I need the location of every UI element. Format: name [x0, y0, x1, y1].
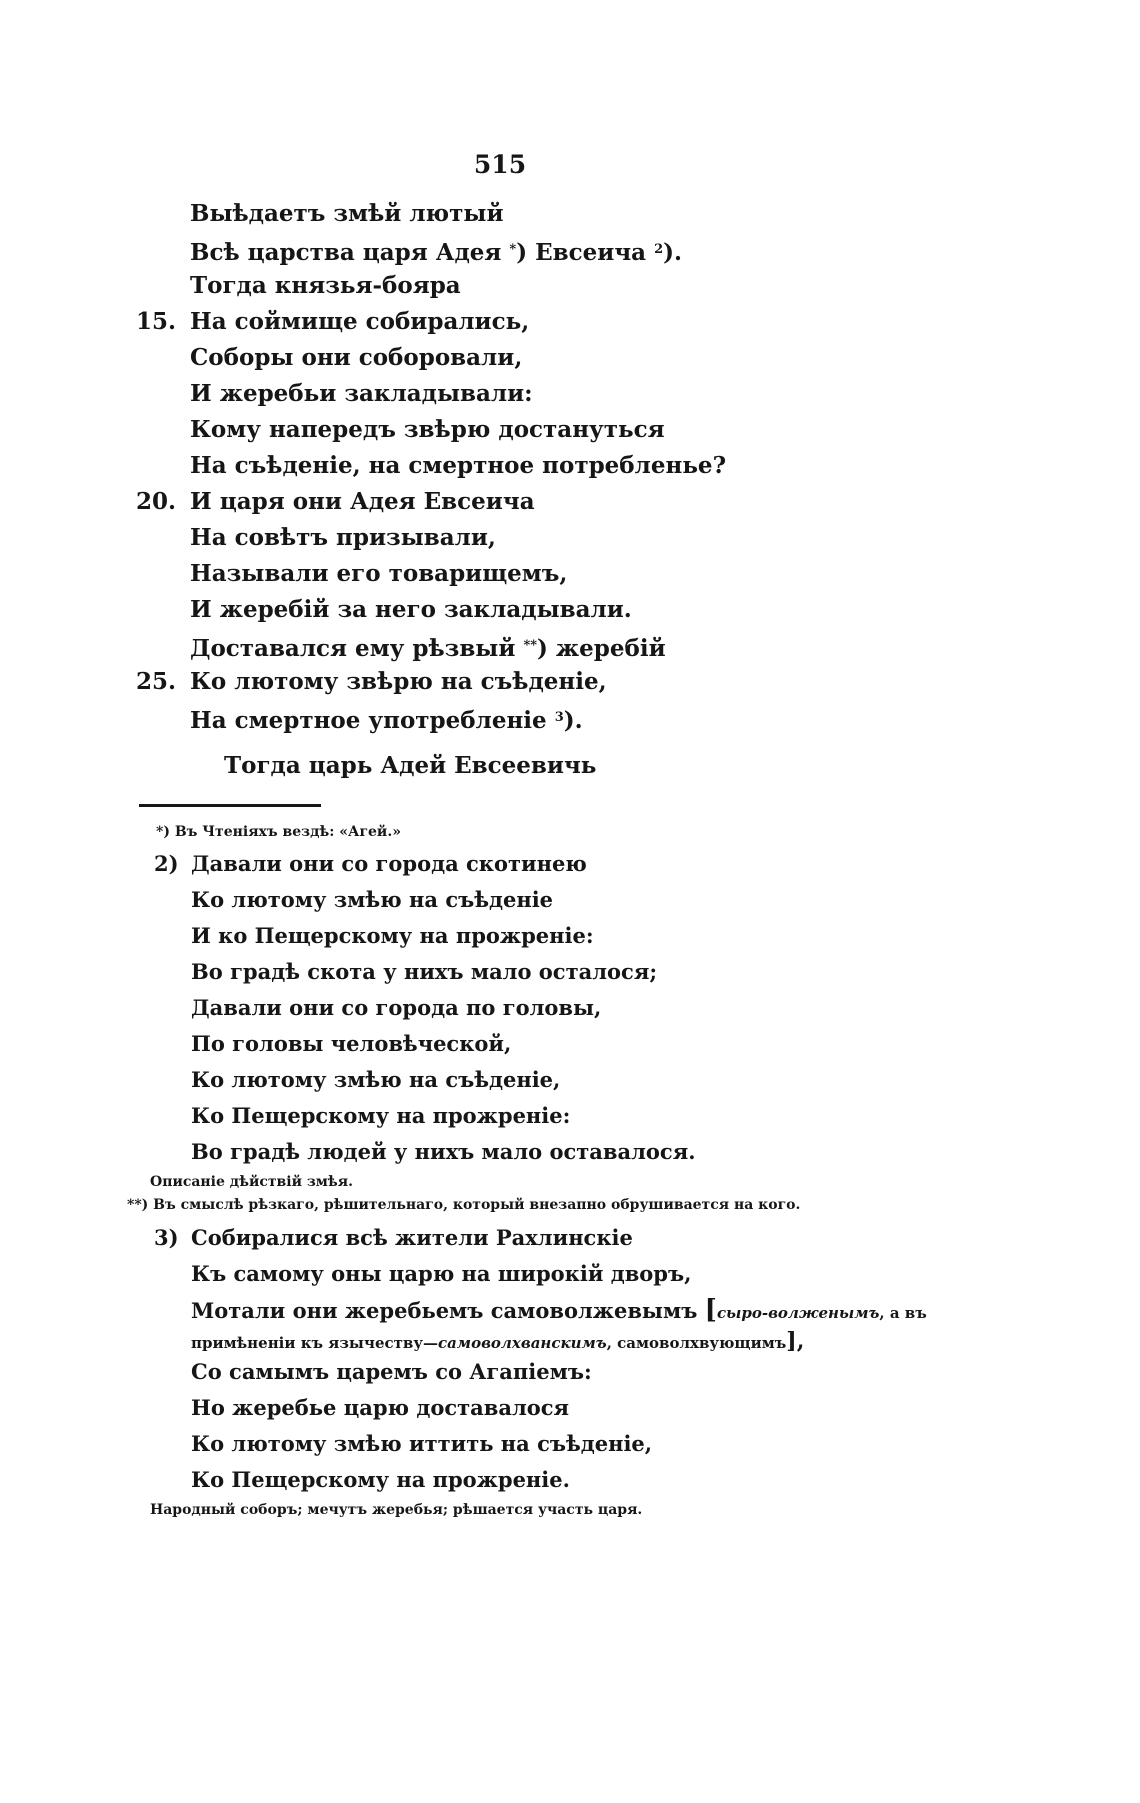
bracket-note	[717, 1304, 927, 1322]
poem-line-continued	[224, 748, 950, 784]
bracket-close: ],	[786, 1328, 805, 1354]
line-text: Выѣдаетъ змѣй лютый	[190, 200, 504, 227]
line-text: ) жеребій	[537, 635, 666, 662]
italic-term: сыро-волженымъ	[716, 1304, 880, 1322]
footnote-2-line	[0, 1026, 1140, 1062]
line-text: На смертное употребленіе	[190, 707, 555, 734]
footnote-caption: Описаніе дѣйствій змѣя.	[150, 1174, 353, 1190]
line-text: Всѣ царства царя Адея	[190, 239, 510, 266]
poem-line	[136, 304, 950, 340]
footnote-caption: Народный соборъ; мечутъ жеребья; рѣшается участь царя.	[150, 1502, 643, 1518]
bracket-open: [	[704, 1295, 717, 1325]
footnote-marker: 3)	[154, 1225, 179, 1250]
line-text: Называли его товарищемъ,	[190, 560, 568, 587]
footnote-text: Давали они со города по головы,	[191, 995, 602, 1020]
footnote-2-line	[0, 918, 1140, 954]
line-text: Соборы они соборовали,	[190, 344, 523, 371]
footnote-marker[interactable]: *	[509, 242, 517, 257]
line-text: Ко лютому звѣрю на съѣденіе,	[190, 668, 607, 695]
footnote-marker: **	[127, 1197, 142, 1213]
footnote-2-line	[0, 846, 1140, 882]
footnote-2-line	[0, 1098, 1140, 1134]
footnote-text: Къ самому оны царю на широкій дворъ,	[191, 1261, 692, 1286]
footnote-text: По головы человѣческой,	[191, 1031, 512, 1056]
footnote-text: Во градѣ скота у нихъ мало осталося;	[191, 959, 658, 984]
footnote-text: Ко Пещерскому на прожреніе.	[191, 1467, 570, 1492]
italic-term: самоволхванскимъ	[437, 1334, 607, 1352]
footnote-2-line	[0, 990, 1140, 1026]
footnote-3-line	[0, 1292, 1140, 1328]
line-text: И царя они Адея Евсеича	[190, 488, 535, 515]
footnote-marker[interactable]: 3	[554, 710, 564, 725]
poem-line	[190, 340, 950, 376]
footnote-3-line	[0, 1256, 1140, 1292]
poem-line	[190, 700, 950, 736]
footnote-agei	[0, 818, 1140, 846]
footnote-text: ) Въ смыслѣ рѣзкаго, рѣшительнаго, который внезапно обрушивается на кого.	[141, 1197, 801, 1213]
footnote-text: Но жеребье царю доставалося	[191, 1395, 570, 1420]
poem-line	[190, 196, 950, 232]
poem-line	[190, 628, 950, 664]
footnote-3-line	[0, 1354, 1140, 1390]
line-text: ).	[663, 239, 683, 266]
footnote-rezvy	[127, 1194, 927, 1216]
poem-line	[190, 268, 950, 304]
poem-line	[190, 232, 950, 268]
line-number: 25.	[136, 668, 177, 695]
line-text: Доставался ему рѣзвый	[190, 635, 524, 662]
footnote-text: И ко Пещерскому на прожреніе:	[191, 923, 594, 948]
footnote-marker[interactable]: 2	[654, 242, 664, 257]
bracket-note-text: примѣненіи къ язычеству—	[191, 1334, 438, 1352]
footnote-3-line	[0, 1328, 1140, 1354]
footnote-3-line	[0, 1462, 1140, 1498]
line-number: 15.	[136, 308, 177, 335]
line-text: Тогда царь Адей Евсеевичь	[224, 752, 597, 779]
poem-line	[190, 592, 950, 628]
line-number: 20.	[136, 488, 177, 515]
footnotes	[0, 818, 1140, 1522]
footnote-text: Во градѣ людей у нихъ мало оставалося.	[191, 1139, 696, 1164]
footnote-marker: *	[156, 824, 164, 840]
footnote-2-line	[0, 954, 1140, 990]
poem	[136, 196, 950, 784]
footnote-marker[interactable]: **	[523, 638, 538, 653]
line-text: ).	[563, 707, 583, 734]
line-text: Тогда князья-бояра	[190, 272, 461, 299]
footnote-text: Ко Пещерскому на прожреніе:	[191, 1103, 571, 1128]
footnote-text: Ко лютому змѣю иттить на съѣденіе,	[191, 1431, 653, 1456]
poem-line	[190, 448, 950, 484]
poem-line	[190, 520, 950, 556]
line-text: На съѣденіе, на смертное потребленье?	[190, 452, 727, 479]
footnote-2-line	[0, 882, 1140, 918]
page-number: 515	[473, 150, 527, 179]
line-text: И жеребій за него закладывали.	[190, 596, 632, 623]
line-text: Кому напередъ звѣрю достануться	[190, 416, 665, 443]
footnote-2-line	[0, 1134, 1140, 1170]
footnote-2-line	[0, 1062, 1140, 1098]
footnote-3-line	[0, 1220, 1140, 1256]
footnote-3-line	[0, 1390, 1140, 1426]
line-text: И жеребьи закладывали:	[190, 380, 533, 407]
footnote-3-line	[0, 1426, 1140, 1462]
line-text: ) Евсеича	[516, 239, 655, 266]
poem-line	[190, 376, 950, 412]
poem-line	[190, 556, 950, 592]
line-text: На соймище собирались,	[190, 308, 530, 335]
footnote-text: Мотали они жеребьемъ самоволжевымъ	[191, 1298, 705, 1323]
poem-line	[190, 412, 950, 448]
poem-line	[136, 664, 950, 700]
footnote-marker: 2)	[154, 851, 179, 876]
footnote-text: Ко лютому змѣю на съѣденіе,	[191, 1067, 561, 1092]
bracket-note-text: , самоволхвующимъ	[606, 1334, 787, 1352]
footnote-text: Давали они со города скотинею	[191, 851, 587, 876]
bracket-note-text: , а въ	[879, 1304, 927, 1322]
footnote-text: ) Въ Чтеніяхъ вездѣ: «Агей.»	[163, 824, 401, 840]
poem-line	[136, 484, 950, 520]
line-text: На совѣтъ призывали,	[190, 524, 496, 551]
footnote-text: Ко лютому змѣю на съѣденіе	[191, 887, 554, 912]
footnote-separator	[139, 804, 321, 807]
footnote-text: Со самымъ царемъ со Агапіемъ:	[191, 1359, 592, 1384]
footnote-text: Собиралися всѣ жители Рахлинскіе	[191, 1225, 633, 1250]
